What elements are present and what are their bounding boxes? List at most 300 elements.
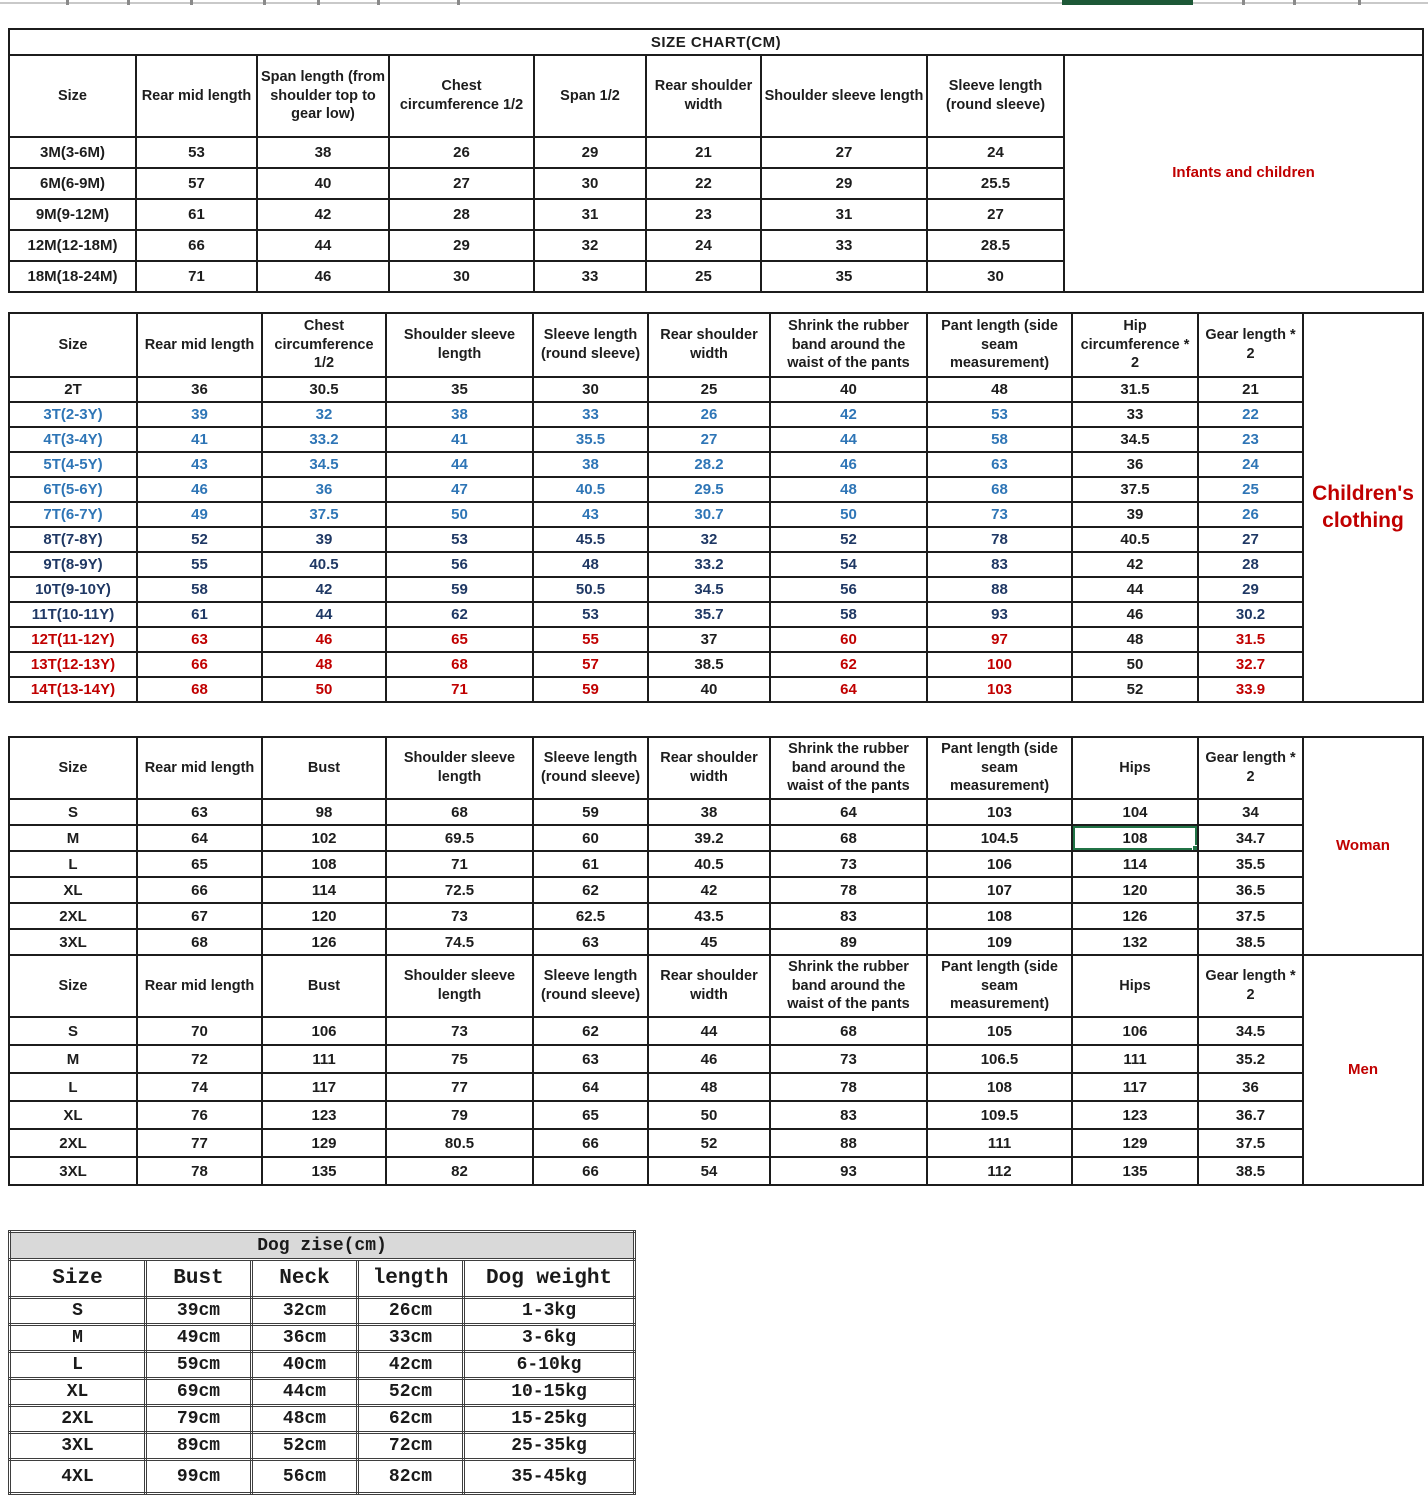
column-header: Rear mid length — [137, 313, 262, 377]
table-cell: 61 — [136, 199, 257, 230]
column-header: Size — [9, 313, 137, 377]
table-cell: 88 — [927, 577, 1072, 602]
table-cell: 112 — [927, 1157, 1072, 1185]
table-cell: 114 — [262, 877, 386, 903]
table-cell: 60 — [533, 825, 648, 851]
table-cell: 33cm — [358, 1325, 464, 1352]
table-cell: 42 — [1072, 552, 1198, 577]
table-row — [9, 677, 1423, 702]
table-cell: 40 — [257, 168, 389, 199]
table-cell: 2XL — [10, 1406, 146, 1433]
table-cell: M — [9, 1045, 137, 1073]
table-cell: 41 — [137, 427, 262, 452]
table-row — [10, 1298, 635, 1325]
table-cell: 74.5 — [386, 929, 533, 955]
header-row — [9, 737, 1423, 799]
table-cell: 31 — [534, 199, 646, 230]
table-cell: 58 — [137, 577, 262, 602]
table-cell: 29.5 — [648, 477, 770, 502]
table-cell: 18M(18-24M) — [9, 261, 136, 292]
men-size-table — [8, 954, 1424, 1186]
column-header: Rear shoulder width — [648, 955, 770, 1017]
table-cell: 22 — [646, 168, 761, 199]
table-cell: 48 — [533, 552, 648, 577]
table-cell: 40.5 — [533, 477, 648, 502]
table-cell: 53 — [136, 137, 257, 168]
table-cell: 69cm — [146, 1379, 252, 1406]
column-header: Shoulder sleeve length — [761, 55, 927, 137]
table-cell: 104 — [1072, 799, 1198, 825]
table-cell: 52 — [770, 527, 927, 552]
men-section-label: Men — [1303, 955, 1423, 1185]
table-row — [9, 627, 1423, 652]
table-row — [10, 1325, 635, 1352]
table-cell: 76 — [137, 1101, 262, 1129]
table-cell: 46 — [770, 452, 927, 477]
children-section-label: Children's clothing — [1303, 313, 1423, 702]
table-cell: 50 — [770, 502, 927, 527]
table-row — [9, 1017, 1423, 1045]
table-cell: M — [10, 1325, 146, 1352]
table-cell: 80.5 — [386, 1129, 533, 1157]
column-header: Sleeve length (round sleeve) — [533, 737, 648, 799]
table-cell: 10-15kg — [464, 1379, 635, 1406]
table-cell: 45 — [648, 929, 770, 955]
table-cell: 98 — [262, 799, 386, 825]
table-cell: 72cm — [358, 1433, 464, 1460]
table-cell: 33 — [1072, 402, 1198, 427]
table-cell: 33 — [761, 230, 927, 261]
table-cell: 9M(9-12M) — [9, 199, 136, 230]
table-cell: 50 — [648, 1101, 770, 1129]
table-cell: 65 — [533, 1101, 648, 1129]
table-cell: 62 — [770, 652, 927, 677]
table-cell: 44 — [770, 427, 927, 452]
table-cell: 14T(13-14Y) — [9, 677, 137, 702]
table-cell: 58 — [770, 602, 927, 627]
table-cell: 25 — [648, 377, 770, 402]
table-cell: 54 — [648, 1157, 770, 1185]
table-cell: 30 — [927, 261, 1064, 292]
table-cell: 8T(7-8Y) — [9, 527, 137, 552]
table-cell: 40cm — [252, 1352, 358, 1379]
column-header: Shoulder sleeve length — [386, 737, 533, 799]
table-cell: 53 — [927, 402, 1072, 427]
table-cell: 63 — [533, 1045, 648, 1073]
table-row — [9, 877, 1423, 903]
column-header: Bust — [262, 737, 386, 799]
table-cell: 70 — [137, 1017, 262, 1045]
table-cell: 62 — [386, 602, 533, 627]
table-cell: 66 — [136, 230, 257, 261]
table-cell: 39 — [137, 402, 262, 427]
table-cell: 59 — [533, 799, 648, 825]
table-cell: 25-35kg — [464, 1433, 635, 1460]
table-cell: 123 — [1072, 1101, 1198, 1129]
table-cell: 31.5 — [1072, 377, 1198, 402]
table-cell: 49 — [137, 502, 262, 527]
table-cell: 11T(10-11Y) — [9, 602, 137, 627]
table-cell: 29 — [534, 137, 646, 168]
table-cell: 33 — [534, 261, 646, 292]
table-cell: 41 — [386, 427, 533, 452]
table-row — [10, 1379, 635, 1406]
table-cell: 114 — [1072, 851, 1198, 877]
table-cell: 55 — [533, 627, 648, 652]
table-cell: 34.5 — [262, 452, 386, 477]
table-cell: 99cm — [146, 1460, 252, 1494]
table-row — [9, 452, 1423, 477]
table-cell: 83 — [770, 903, 927, 929]
table-cell: 73 — [386, 1017, 533, 1045]
table-cell: 4XL — [10, 1460, 146, 1494]
table-cell: 117 — [262, 1073, 386, 1101]
table-cell: 40.5 — [1072, 527, 1198, 552]
table-cell: 103 — [927, 677, 1072, 702]
table-cell: 79 — [386, 1101, 533, 1129]
table-cell: 27 — [648, 427, 770, 452]
table-cell: 126 — [1072, 903, 1198, 929]
woman-table-grid — [8, 736, 1424, 956]
table-cell: 12T(11-12Y) — [9, 627, 137, 652]
header-row — [10, 1260, 635, 1298]
column-header: Size — [10, 1260, 146, 1298]
table-cell: 34.5 — [648, 577, 770, 602]
table-cell: 64 — [137, 825, 262, 851]
table-cell: 37 — [648, 627, 770, 652]
column-header: Shrink the rubber band around the waist of the pants — [770, 737, 927, 799]
table-cell: XL — [10, 1379, 146, 1406]
table-cell: 48 — [927, 377, 1072, 402]
column-header: Span 1/2 — [534, 55, 646, 137]
table-row — [9, 1073, 1423, 1101]
infants-size-table — [8, 28, 1424, 293]
column-header: Size — [9, 55, 136, 137]
table-cell: 40 — [770, 377, 927, 402]
table-cell: 36 — [1198, 1073, 1303, 1101]
table-cell: M — [9, 825, 137, 851]
table-cell: 56 — [386, 552, 533, 577]
table-cell: 31.5 — [1198, 627, 1303, 652]
infants-table-grid — [8, 28, 1424, 293]
table-cell: 37.5 — [1072, 477, 1198, 502]
table-row — [9, 602, 1423, 627]
table-cell: 44cm — [252, 1379, 358, 1406]
column-header: Hip circumference * 2 — [1072, 313, 1198, 377]
table-cell: 33 — [533, 402, 648, 427]
title-row — [10, 1232, 635, 1260]
table-cell: 26 — [1198, 502, 1303, 527]
table-cell: 106 — [927, 851, 1072, 877]
table-cell: 44 — [1072, 577, 1198, 602]
table-cell: 107 — [927, 877, 1072, 903]
table-cell: 73 — [770, 1045, 927, 1073]
table-cell: 44 — [648, 1017, 770, 1045]
gridline-tick — [457, 0, 460, 5]
gridline-tick — [377, 0, 380, 5]
table-cell: 42 — [648, 877, 770, 903]
table-cell: 57 — [136, 168, 257, 199]
table-cell: 3-6kg — [464, 1325, 635, 1352]
table-cell: 2XL — [9, 1129, 137, 1157]
dog-table-grid — [8, 1230, 636, 1495]
table-cell: 38 — [648, 799, 770, 825]
table-cell: 24 — [646, 230, 761, 261]
table-row — [10, 1352, 635, 1379]
table-cell: 5T(4-5Y) — [9, 452, 137, 477]
selected-cell: 108 — [1072, 825, 1198, 851]
table-cell: 40.5 — [262, 552, 386, 577]
table-cell: 54 — [770, 552, 927, 577]
column-header: Rear mid length — [137, 737, 262, 799]
table-cell: 27 — [1198, 527, 1303, 552]
table-cell: 34.5 — [1072, 427, 1198, 452]
table-cell: 1-3kg — [464, 1298, 635, 1325]
table-cell: 21 — [646, 137, 761, 168]
column-header: Sleeve length (round sleeve) — [533, 955, 648, 1017]
column-header: Size — [9, 737, 137, 799]
table-cell: 88 — [770, 1129, 927, 1157]
table-cell: 38.5 — [1198, 929, 1303, 955]
column-header: Rear mid length — [137, 955, 262, 1017]
table-cell: 97 — [927, 627, 1072, 652]
table-cell: 68 — [386, 652, 533, 677]
table-cell: 111 — [262, 1045, 386, 1073]
table-cell: 48 — [770, 477, 927, 502]
table-cell: 35.7 — [648, 602, 770, 627]
column-header: Sleeve length (round sleeve) — [533, 313, 648, 377]
table-row — [9, 502, 1423, 527]
table-cell: 68 — [770, 825, 927, 851]
table-cell: 63 — [927, 452, 1072, 477]
table-cell: 27 — [389, 168, 534, 199]
table-cell: 68 — [137, 929, 262, 955]
table-cell: 60 — [770, 627, 927, 652]
table-cell: 59 — [386, 577, 533, 602]
table-cell: 65 — [386, 627, 533, 652]
gridline-tick — [66, 0, 69, 5]
table-cell: 66 — [137, 877, 262, 903]
table-cell: 3XL — [10, 1433, 146, 1460]
table-cell: 39.2 — [648, 825, 770, 851]
table-row — [9, 377, 1423, 402]
table-cell: 46 — [257, 261, 389, 292]
gridline-tick — [1293, 0, 1296, 5]
table-cell: 72.5 — [386, 877, 533, 903]
table-cell: 37.5 — [262, 502, 386, 527]
table-cell: 72 — [137, 1045, 262, 1073]
table-cell: 93 — [770, 1157, 927, 1185]
table-cell: 21 — [1198, 377, 1303, 402]
table-cell: 33.9 — [1198, 677, 1303, 702]
table-cell: 6T(5-6Y) — [9, 477, 137, 502]
table-cell: 40.5 — [648, 851, 770, 877]
column-header: Dog weight — [464, 1260, 635, 1298]
table-cell: 62 — [533, 1017, 648, 1045]
gridline-tick — [190, 0, 193, 5]
table-cell: 48cm — [252, 1406, 358, 1433]
table-cell: 68 — [386, 799, 533, 825]
table-cell: 42 — [257, 199, 389, 230]
table-cell: 29 — [389, 230, 534, 261]
table-cell: 3XL — [9, 929, 137, 955]
table-row — [9, 577, 1423, 602]
table-cell: 132 — [1072, 929, 1198, 955]
men-table-grid — [8, 954, 1424, 1186]
table-cell: 129 — [1072, 1129, 1198, 1157]
table-cell: 66 — [533, 1129, 648, 1157]
table-cell: 6-10kg — [464, 1352, 635, 1379]
table-cell: 28.5 — [927, 230, 1064, 261]
table-cell: 102 — [262, 825, 386, 851]
table-cell: 52cm — [358, 1379, 464, 1406]
gridline-tick — [127, 0, 130, 5]
table-cell: 34.7 — [1198, 825, 1303, 851]
table-cell: 109 — [927, 929, 1072, 955]
column-header: Shoulder sleeve length — [386, 313, 533, 377]
table-row — [9, 799, 1423, 825]
column-header: Gear length * 2 — [1198, 955, 1303, 1017]
table-cell: 45.5 — [533, 527, 648, 552]
table-cell: 32 — [648, 527, 770, 552]
title-row — [9, 29, 1423, 55]
table-cell: 48 — [262, 652, 386, 677]
table-cell: 52cm — [252, 1433, 358, 1460]
table-cell: 64 — [533, 1073, 648, 1101]
column-header: Rear shoulder width — [648, 313, 770, 377]
table-cell: 2XL — [9, 903, 137, 929]
table-row — [9, 903, 1423, 929]
table-cell: 63 — [137, 627, 262, 652]
table-cell: 68 — [927, 477, 1072, 502]
table-cell: 69.5 — [386, 825, 533, 851]
table-cell: L — [9, 1073, 137, 1101]
table-cell: 38 — [386, 402, 533, 427]
children-table-grid — [8, 312, 1424, 703]
column-header: Pant length (side seam measurement) — [927, 737, 1072, 799]
table-cell: 3M(3-6M) — [9, 137, 136, 168]
infants-section-label: Infants and children — [1064, 55, 1423, 292]
table-cell: 135 — [262, 1157, 386, 1185]
table-cell: 32 — [262, 402, 386, 427]
column-header: Size — [9, 955, 137, 1017]
table-cell: 31 — [761, 199, 927, 230]
table-cell: 63 — [137, 799, 262, 825]
table-cell: 39cm — [146, 1298, 252, 1325]
table-row — [9, 1101, 1423, 1129]
table-cell: 106 — [1072, 1017, 1198, 1045]
table-cell: 30 — [534, 168, 646, 199]
table-row — [9, 1157, 1423, 1185]
table-cell: 46 — [648, 1045, 770, 1073]
table-cell: 53 — [386, 527, 533, 552]
table-row — [9, 652, 1423, 677]
table-cell: 50 — [386, 502, 533, 527]
column-header: Chest circumference 1/2 — [389, 55, 534, 137]
table-cell: 36 — [137, 377, 262, 402]
table-cell: 62.5 — [533, 903, 648, 929]
table-row — [9, 527, 1423, 552]
table-row — [9, 929, 1423, 955]
column-header: Neck — [252, 1260, 358, 1298]
table-cell: 79cm — [146, 1406, 252, 1433]
table-cell: 77 — [386, 1073, 533, 1101]
table-cell: 48 — [1072, 627, 1198, 652]
table-row — [10, 1433, 635, 1460]
table-row — [9, 851, 1423, 877]
table-cell: 105 — [927, 1017, 1072, 1045]
table-cell: 75 — [386, 1045, 533, 1073]
table-row — [9, 402, 1423, 427]
table-cell: 9T(8-9Y) — [9, 552, 137, 577]
table-cell: 36.5 — [1198, 877, 1303, 903]
children-size-table — [8, 312, 1424, 703]
table-cell: 15-25kg — [464, 1406, 635, 1433]
table-cell: 62 — [533, 877, 648, 903]
table-cell: 111 — [1072, 1045, 1198, 1073]
table-cell: 52 — [648, 1129, 770, 1157]
table-cell: 82 — [386, 1157, 533, 1185]
table-cell: 50 — [262, 677, 386, 702]
table-cell: 44 — [386, 452, 533, 477]
column-header: Span length (from shoulder top to gear low) — [257, 55, 389, 137]
table-cell: 28.2 — [648, 452, 770, 477]
table-cell: 38 — [257, 137, 389, 168]
table-cell: 35 — [761, 261, 927, 292]
table-cell: 120 — [262, 903, 386, 929]
table-cell: 58 — [927, 427, 1072, 452]
table-cell: 42 — [262, 577, 386, 602]
table-cell: 108 — [927, 903, 1072, 929]
table-cell: 35-45kg — [464, 1460, 635, 1494]
table-cell: 50.5 — [533, 577, 648, 602]
table-cell: 59cm — [146, 1352, 252, 1379]
table-cell: 52 — [137, 527, 262, 552]
table-cell: XL — [9, 877, 137, 903]
table-cell: 135 — [1072, 1157, 1198, 1185]
table-cell: 23 — [1198, 427, 1303, 452]
table-cell: 111 — [927, 1129, 1072, 1157]
table-cell: 38 — [533, 452, 648, 477]
table-cell: 71 — [136, 261, 257, 292]
column-header: Sleeve length (round sleeve) — [927, 55, 1064, 137]
table-cell: 26 — [389, 137, 534, 168]
table-cell: 56 — [770, 577, 927, 602]
table-cell: 63 — [533, 929, 648, 955]
column-header: Pant length (side seam measurement) — [927, 313, 1072, 377]
table-row — [9, 427, 1423, 452]
table-cell: L — [10, 1352, 146, 1379]
table-cell: 35.5 — [533, 427, 648, 452]
table-cell: 43 — [533, 502, 648, 527]
table-cell: 30.2 — [1198, 602, 1303, 627]
table-cell: 103 — [927, 799, 1072, 825]
table-cell: 10T(9-10Y) — [9, 577, 137, 602]
table-cell: 46 — [137, 477, 262, 502]
table-cell: 68 — [770, 1017, 927, 1045]
table-cell: 61 — [137, 602, 262, 627]
table-cell: 50 — [1072, 652, 1198, 677]
table-cell: 47 — [386, 477, 533, 502]
column-header: Bust — [146, 1260, 252, 1298]
table-cell: 30.7 — [648, 502, 770, 527]
table-cell: 24 — [927, 137, 1064, 168]
column-header: Gear length * 2 — [1198, 313, 1303, 377]
table-cell: 36 — [1072, 452, 1198, 477]
table-cell: 27 — [761, 137, 927, 168]
table-cell: 78 — [137, 1157, 262, 1185]
column-header: Rear shoulder width — [648, 737, 770, 799]
